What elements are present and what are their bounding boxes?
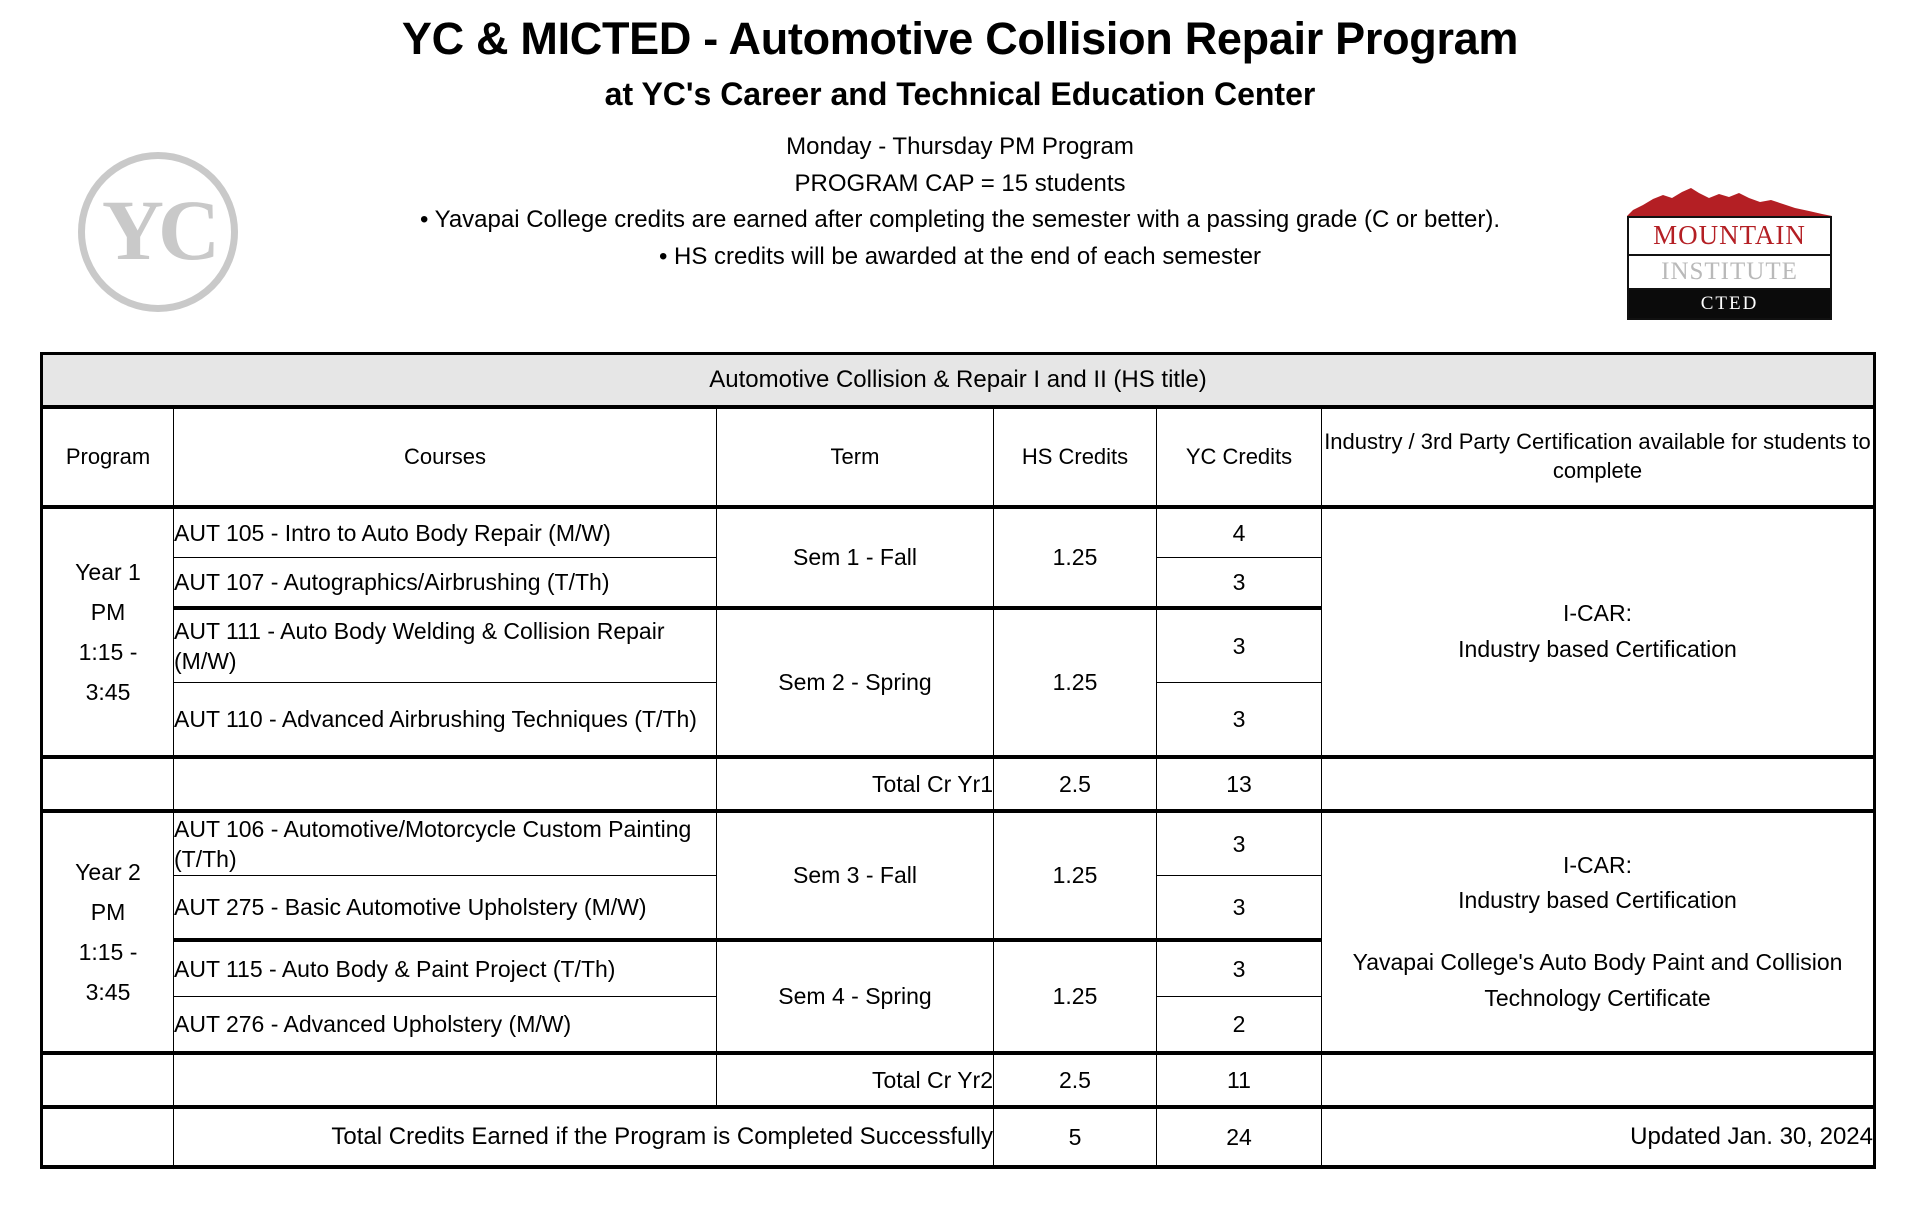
course-cell: AUT 115 - Auto Body & Paint Project (T/Th) xyxy=(174,940,717,997)
column-header-courses: Courses xyxy=(174,407,717,507)
updated-date-label: Updated Jan. 30, 2024 xyxy=(1322,1107,1875,1167)
course-cell: AUT 110 - Advanced Airbrushing Techniques (T/Th) xyxy=(174,683,717,758)
grand-total-label: Total Credits Earned if the Program is Completed Successfully xyxy=(174,1107,994,1167)
yc-credits-cell: 3 xyxy=(1157,876,1322,941)
mountain-institute-line2: INSTITUTE xyxy=(1627,256,1832,290)
mountain-institute-line3: CTED xyxy=(1627,290,1832,320)
column-header-yc-credits: YC Credits xyxy=(1157,407,1322,507)
mountain-institute-cted-logo xyxy=(1627,186,1832,314)
table-header-row xyxy=(42,407,1875,507)
info-line-hs-credit-note: • HS credits will be awarded at the end of each semester xyxy=(658,242,1262,270)
total-year1-empty-cert xyxy=(1322,757,1875,811)
total-year2-label: Total Cr Yr2 xyxy=(717,1053,994,1107)
total-year1-empty-courses xyxy=(174,757,717,811)
term-cell: Sem 4 - Spring xyxy=(717,940,994,1053)
yc-credits-cell: 3 xyxy=(1157,940,1322,997)
grand-total-row xyxy=(42,1107,1875,1167)
program-schedule-table-container xyxy=(40,352,1876,1169)
page-subtitle: at YC's Career and Technical Education Center xyxy=(604,76,1316,113)
grand-total-yc: 24 xyxy=(1157,1107,1322,1167)
program-year1-line4: 3:45 xyxy=(85,679,131,706)
certification-year2-line3: Yavapai College's Auto Body Paint and Collision Technology Certificate xyxy=(1352,949,1843,1011)
table-row xyxy=(42,811,1875,876)
yc-credits-cell: 2 xyxy=(1157,997,1322,1054)
program-year2-line2: PM xyxy=(90,898,126,925)
yc-credits-cell: 3 xyxy=(1157,608,1322,683)
course-cell: AUT 106 - Automotive/Motorcycle Custom Painting (T/Th) xyxy=(174,811,717,876)
program-cell-year2 xyxy=(42,811,174,1053)
yc-logo-text: YC xyxy=(101,182,215,278)
page-title: YC & MICTED - Automotive Collision Repair Program xyxy=(401,13,1519,64)
info-line-program-cap: PROGRAM CAP = 15 students xyxy=(794,169,1126,197)
certification-year2-spacer xyxy=(1322,919,1873,945)
total-year1-empty-program xyxy=(42,757,174,811)
program-year2-line3: 1:15 - xyxy=(78,939,138,965)
total-year2-empty-program xyxy=(42,1053,174,1107)
yavapai-college-logo xyxy=(78,152,238,312)
certification-year2-line1: I-CAR: xyxy=(1563,851,1632,878)
course-cell: AUT 105 - Intro to Auto Body Repair (M/W) xyxy=(174,507,717,558)
term-cell: Sem 3 - Fall xyxy=(717,811,994,940)
program-year1-line1: Year 1 xyxy=(75,558,141,585)
mountain-institute-line1: MOUNTAIN xyxy=(1627,216,1832,256)
term-cell: Sem 1 - Fall xyxy=(717,507,994,608)
course-cell: AUT 276 - Advanced Upholstery (M/W) xyxy=(174,997,717,1054)
column-header-industry-certification: Industry / 3rd Party Certification available for students to complete xyxy=(1322,407,1875,507)
page-header xyxy=(0,0,1920,340)
yc-credits-cell: 3 xyxy=(1157,811,1322,876)
total-year2-empty-courses xyxy=(174,1053,717,1107)
program-year1-line3: 1:15 - xyxy=(78,639,138,665)
total-year1-yc: 13 xyxy=(1157,757,1322,811)
info-line-college-credit-note: • Yavapai College credits are earned after completing the semester with a passing grade (C or better). xyxy=(419,206,1501,234)
total-year2-hs: 2.5 xyxy=(994,1053,1157,1107)
total-year2-yc: 11 xyxy=(1157,1053,1322,1107)
column-header-hs-credits: HS Credits xyxy=(994,407,1157,507)
program-year1-line2: PM xyxy=(90,598,126,625)
program-cell-year1 xyxy=(42,507,174,757)
course-cell: AUT 275 - Basic Automotive Upholstery (M/W) xyxy=(174,876,717,941)
total-row-year1 xyxy=(42,757,1875,811)
yc-credits-cell: 4 xyxy=(1157,507,1322,558)
certification-cell-year2 xyxy=(1322,811,1875,1053)
program-schedule-table xyxy=(40,352,1876,1169)
total-year1-label: Total Cr Yr1 xyxy=(717,757,994,811)
table-banner: Automotive Collision & Repair I and II (HS title) xyxy=(42,354,1875,408)
column-header-term: Term xyxy=(717,407,994,507)
table-row xyxy=(42,507,1875,558)
grand-total-empty-program xyxy=(42,1107,174,1167)
term-cell: Sem 2 - Spring xyxy=(717,608,994,757)
yc-credits-cell: 3 xyxy=(1157,558,1322,609)
hs-credits-cell: 1.25 xyxy=(994,811,1157,940)
mountain-peaks-icon xyxy=(1627,186,1832,216)
total-year1-hs: 2.5 xyxy=(994,757,1157,811)
course-cell: AUT 111 - Auto Body Welding & Collision Repair (M/W) xyxy=(174,608,717,683)
certification-year2-line2: Industry based Certification xyxy=(1458,887,1737,914)
course-cell: AUT 107 - Autographics/Airbrushing (T/Th) xyxy=(174,558,717,609)
certification-cell-year1 xyxy=(1322,507,1875,757)
total-row-year2 xyxy=(42,1053,1875,1107)
yc-credits-cell: 3 xyxy=(1157,683,1322,758)
hs-credits-cell: 1.25 xyxy=(994,940,1157,1053)
program-year2-line1: Year 2 xyxy=(75,858,141,885)
info-line-schedule: Monday - Thursday PM Program xyxy=(786,133,1134,161)
hs-credits-cell: 1.25 xyxy=(994,507,1157,608)
hs-credits-cell: 1.25 xyxy=(994,608,1157,757)
certification-year1-line2: Industry based Certification xyxy=(1458,636,1737,662)
certification-year1-line1: I-CAR: xyxy=(1563,600,1632,627)
total-year2-empty-cert xyxy=(1322,1053,1875,1107)
program-year2-line4: 3:45 xyxy=(85,979,131,1006)
column-header-program: Program xyxy=(42,407,174,507)
table-banner-row xyxy=(42,354,1875,408)
grand-total-hs: 5 xyxy=(994,1107,1157,1167)
